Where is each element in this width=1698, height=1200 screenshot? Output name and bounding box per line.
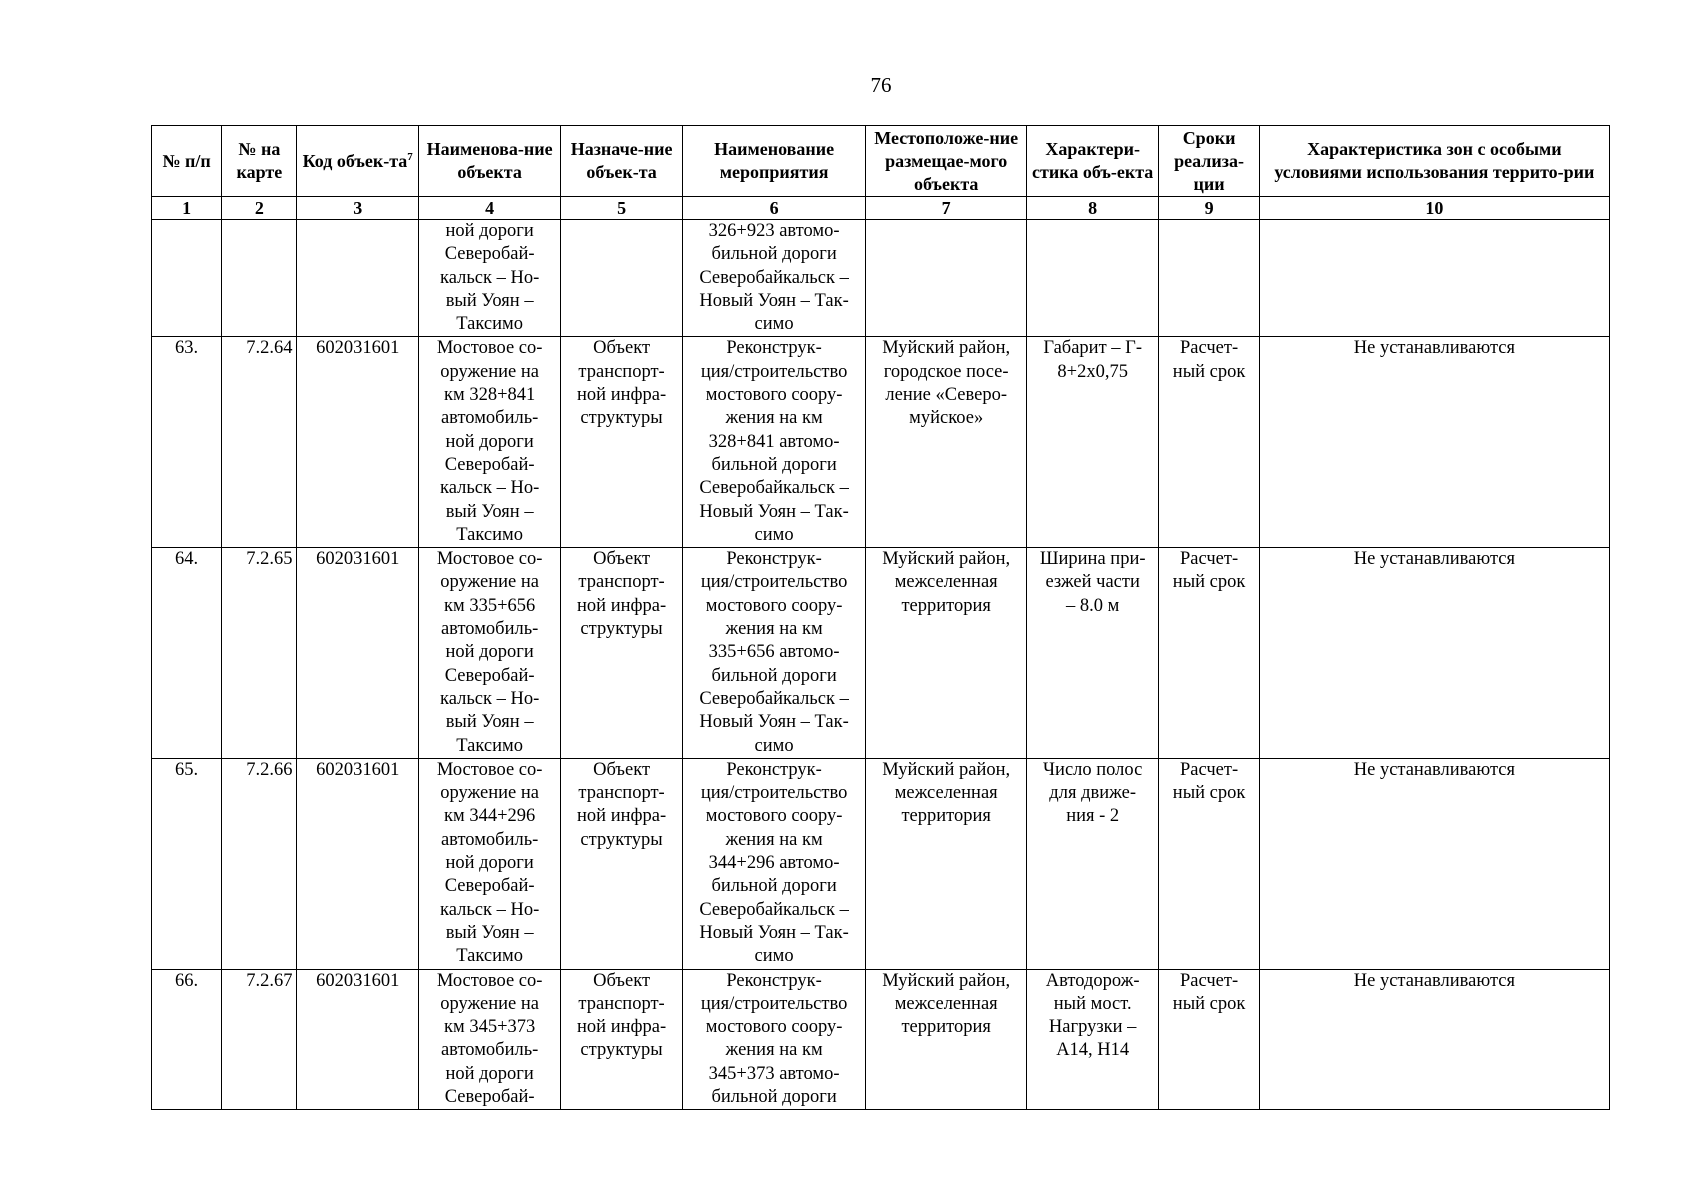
column-number: 2 xyxy=(222,197,297,220)
cell-term: Расчет- ный срок xyxy=(1159,548,1259,759)
cell-characteristic: Габарит – Г- 8+2х0,75 xyxy=(1026,337,1158,548)
cell-name: Мостовое со- оружение на км 335+656 автомобиль- ной дороги Северобай- кальск – Но- вый Уоян – Таксимо xyxy=(418,548,560,759)
cell-code: 602031601 xyxy=(297,969,418,1110)
cell-code: 602031601 xyxy=(297,758,418,969)
table-row xyxy=(152,548,1610,759)
cell-purpose: Объект транспорт- ной инфра- структуры xyxy=(561,548,682,759)
cell-map: 7.2.65 xyxy=(222,548,297,759)
cell-map: 7.2.67 xyxy=(222,969,297,1110)
cell-code: 602031601 xyxy=(297,337,418,548)
header-cell-code xyxy=(297,126,418,197)
cell-location: Муйский район, городское посе- ление «Северо- муйское» xyxy=(866,337,1027,548)
table-row xyxy=(152,969,1610,1110)
cell-location xyxy=(866,220,1027,337)
table-row xyxy=(152,337,1610,548)
header-cell-num: № п/п xyxy=(152,126,222,197)
cell-characteristic xyxy=(1026,220,1158,337)
cell-characteristic: Число полос для движе- ния - 2 xyxy=(1026,758,1158,969)
cell-code xyxy=(297,220,418,337)
cell-measure: 326+923 автомо- бильной дороги Северобайкальск – Новый Уоян – Так- симо xyxy=(682,220,866,337)
cell-measure: Реконструк- ция/строительство мостового соору- жения на км 345+373 автомо- бильной дороги xyxy=(682,969,866,1110)
column-number: 7 xyxy=(866,197,1027,220)
table-row xyxy=(152,220,1610,337)
column-number: 1 xyxy=(152,197,222,220)
cell-purpose xyxy=(561,220,682,337)
cell-name: Мостовое со- оружение на км 344+296 автомобиль- ной дороги Северобай- кальск – Но- вый Уоян – Таксимо xyxy=(418,758,560,969)
cell-map: 7.2.66 xyxy=(222,758,297,969)
header-cell-purpose: Назначе-ние объек-та xyxy=(561,126,682,197)
column-number: 6 xyxy=(682,197,866,220)
header-row xyxy=(152,126,1610,197)
cell-zones: Не устанавливаются xyxy=(1259,758,1609,969)
header-cell-measure: Наименование мероприятия xyxy=(682,126,866,197)
column-number: 5 xyxy=(561,197,682,220)
cell-term: Расчет- ный срок xyxy=(1159,969,1259,1110)
column-number: 10 xyxy=(1259,197,1609,220)
cell-measure: Реконструк- ция/строительство мостового соору- жения на км 335+656 автомо- бильной дороги Северобайкальск – Новый Уоян – Так- симо xyxy=(682,548,866,759)
cell-purpose: Объект транспорт- ной инфра- структуры xyxy=(561,758,682,969)
header-cell-characteristic: Характери-стика объ-екта xyxy=(1026,126,1158,197)
cell-num: 64. xyxy=(152,548,222,759)
header-cell-zones: Характеристика зон с особыми условиями использования террито-рии xyxy=(1259,126,1609,197)
cell-characteristic: Автодорож- ный мост. Нагрузки – А14, Н14 xyxy=(1026,969,1158,1110)
column-number: 9 xyxy=(1159,197,1259,220)
cell-term: Расчет- ный срок xyxy=(1159,337,1259,548)
cell-purpose: Объект транспорт- ной инфра- структуры xyxy=(561,337,682,548)
column-number-row xyxy=(152,197,1610,220)
header-cell-term: Сроки реализа-ции xyxy=(1159,126,1259,197)
cell-num xyxy=(152,220,222,337)
cell-location: Муйский район, межселенная территория xyxy=(866,969,1027,1110)
header-code-label: Код объек-та xyxy=(302,150,408,171)
objects-table xyxy=(151,125,1610,1110)
cell-zones xyxy=(1259,220,1609,337)
cell-num: 66. xyxy=(152,969,222,1110)
cell-zones: Не устанавливаются xyxy=(1259,548,1609,759)
cell-map xyxy=(222,220,297,337)
table-header xyxy=(152,126,1610,220)
cell-term: Расчет- ный срок xyxy=(1159,758,1259,969)
cell-map: 7.2.64 xyxy=(222,337,297,548)
cell-num: 65. xyxy=(152,758,222,969)
cell-location: Муйский район, межселенная территория xyxy=(866,758,1027,969)
header-cell-name: Наименова-ние объекта xyxy=(418,126,560,197)
table-body xyxy=(152,220,1610,1110)
cell-name: Мостовое со- оружение на км 328+841 автомобиль- ной дороги Северобай- кальск – Но- вый Уоян – Таксимо xyxy=(418,337,560,548)
cell-location: Муйский район, межселенная территория xyxy=(866,548,1027,759)
cell-measure: Реконструк- ция/строительство мостового соору- жения на км 328+841 автомо- бильной дороги Северобайкальск – Новый Уоян – Так- симо xyxy=(682,337,866,548)
column-number: 3 xyxy=(297,197,418,220)
table-row xyxy=(152,758,1610,969)
header-cell-map: № на карте xyxy=(222,126,297,197)
cell-num: 63. xyxy=(152,337,222,548)
column-number: 4 xyxy=(418,197,560,220)
cell-purpose: Объект транспорт- ной инфра- структуры xyxy=(561,969,682,1110)
column-number: 8 xyxy=(1026,197,1158,220)
cell-name: ной дороги Северобай- кальск – Но- вый Уоян – Таксимо xyxy=(418,220,560,337)
cell-code: 602031601 xyxy=(297,548,418,759)
cell-zones: Не устанавливаются xyxy=(1259,969,1609,1110)
header-cell-location: Местоположе-ние размещае-мого объекта xyxy=(866,126,1027,197)
cell-term xyxy=(1159,220,1259,337)
cell-characteristic: Ширина при- езжей части – 8.0 м xyxy=(1026,548,1158,759)
cell-zones: Не устанавливаются xyxy=(1259,337,1609,548)
footnote-marker: 7 xyxy=(407,150,413,163)
cell-name: Мостовое со- оружение на км 345+373 автомобиль- ной дороги Северобай- xyxy=(418,969,560,1110)
page-number: 76 xyxy=(870,73,892,97)
cell-measure: Реконструк- ция/строительство мостового соору- жения на км 344+296 автомо- бильной дороги Северобайкальск – Новый Уоян – Так- симо xyxy=(682,758,866,969)
